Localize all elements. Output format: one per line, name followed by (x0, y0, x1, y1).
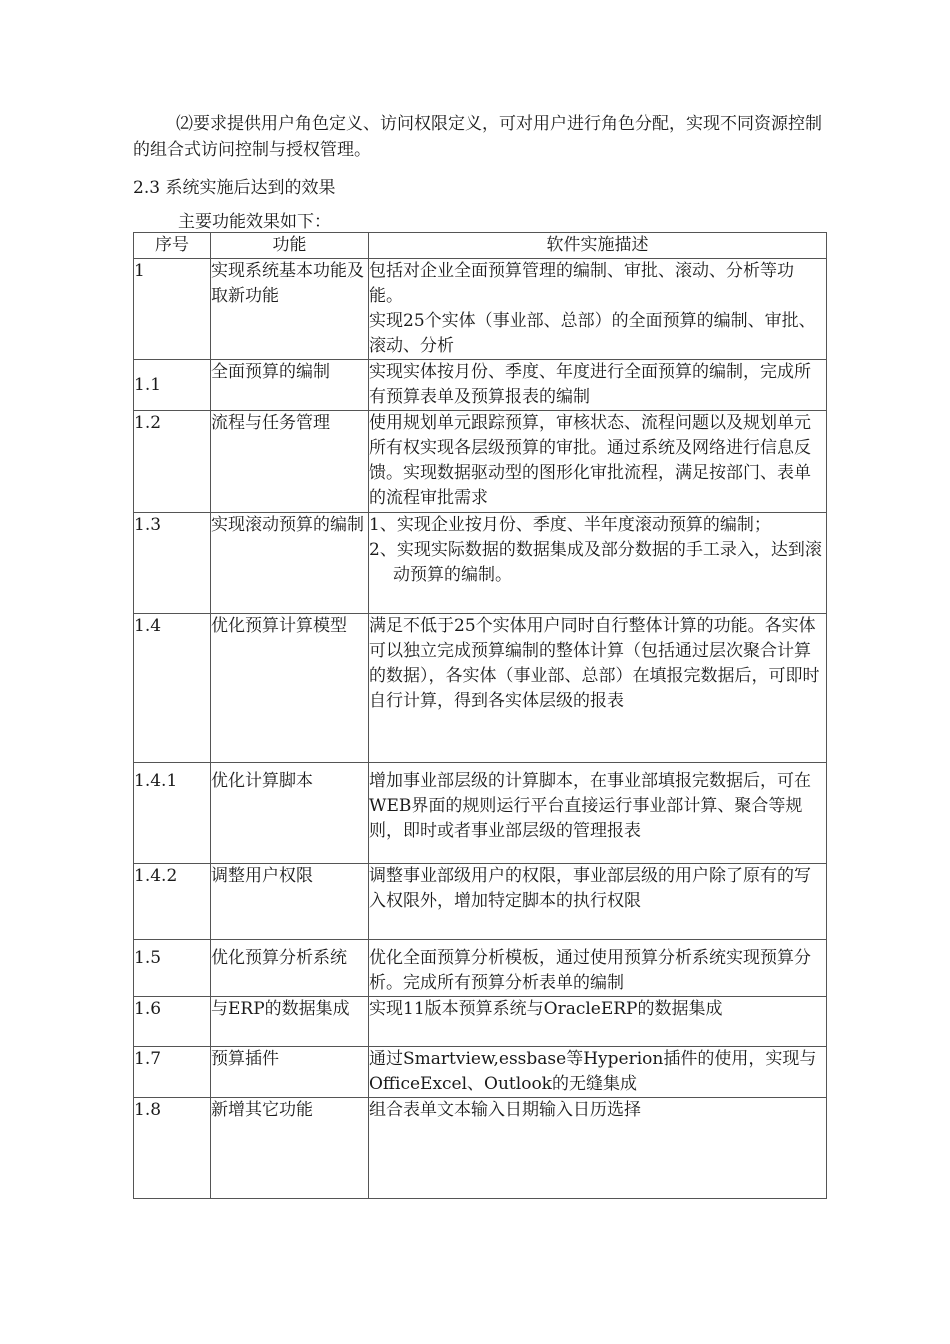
row-function: 调整用户权限 (211, 864, 369, 940)
row-description (369, 763, 827, 864)
row-description (369, 360, 827, 411)
table-row (134, 411, 827, 513)
table-row (134, 360, 827, 411)
description-line: 增加事业部层级的计算脚本，在事业部填报完数据后，可在WEB界面的规则运行平台直接运行事业部计算、聚合等规则，即时或者事业部层级的管理报表 (369, 771, 811, 841)
row-function: 优化预算分析系统 (211, 940, 369, 997)
header-num: 序号 (134, 233, 211, 259)
row-description (369, 259, 827, 360)
description-line: 使用规划单元跟踪预算，审核状态、流程问题以及规划单元所有权实现各层级预算的审批。通过系统及网络进行信息反馈。实现数据驱动型的图形化审批流程，满足按部门、表单的流程审批需求 (369, 413, 811, 508)
row-description (369, 997, 827, 1047)
row-description (369, 940, 827, 997)
table-row (134, 1047, 827, 1098)
row-function: 实现滚动预算的编制 (211, 513, 369, 614)
row-function: 新增其它功能 (211, 1098, 369, 1199)
description-line: 实现11版本预算系统与OracleERP的数据集成 (369, 999, 723, 1019)
row-num: 1.3 (134, 513, 211, 614)
row-function: 优化计算脚本 (211, 763, 369, 864)
row-function: 优化预算计算模型 (211, 614, 369, 763)
header-description: 软件实施描述 (369, 233, 827, 259)
table-header-row (134, 233, 827, 259)
description-line: 组合表单文本输入日期输入日历选择 (369, 1100, 641, 1120)
description-line: 2、实现实际数据的数据集成及部分数据的手工录入，达到滚动预算的编制。 (369, 540, 822, 585)
paragraph-role-definition: ⑵要求提供用户角色定义、访问权限定义，可对用户进行角色分配，实现不同资源控制的组合式访问控制与授权管理。 (133, 114, 822, 160)
table-row (134, 259, 827, 360)
table-intro: 主要功能效果如下： (178, 212, 331, 232)
table-row (134, 864, 827, 940)
description-line: 满足不低于25个实体用户同时自行整体计算的功能。各实体可以独立完成预算编制的整体计算（包括通过层次聚合计算的数据），各实体（事业部、总部）在填报完数据后，可即时自行计算，得到各实体层级的报表 (369, 616, 820, 711)
row-num: 1.6 (134, 997, 211, 1047)
row-function: 流程与任务管理 (211, 411, 369, 513)
row-num: 1.4 (134, 614, 211, 763)
description-line: 实现25个实体（事业部、总部）的全面预算的编制、审批、滚动、分析 (369, 311, 816, 356)
row-description (369, 614, 827, 763)
row-num: 1.4.2 (134, 864, 211, 940)
row-num: 1.4.1 (134, 763, 211, 864)
row-num: 1.5 (134, 940, 211, 997)
description-line: 实现实体按月份、季度、年度进行全面预算的编制，完成所有预算表单及预算报表的编制 (369, 362, 811, 407)
description-line: 包括对企业全面预算管理的编制、审批、滚动、分析等功能。 (369, 261, 794, 306)
row-num: 1.1 (134, 360, 211, 411)
table-row (134, 940, 827, 997)
description-line: 优化全面预算分析模板，通过使用预算分析系统实现预算分析。完成所有预算分析表单的编制 (369, 948, 811, 993)
row-num: 1.8 (134, 1098, 211, 1199)
row-function: 实现系统基本功能及取新功能 (211, 259, 369, 360)
row-description (369, 513, 827, 614)
table-row (134, 614, 827, 763)
section-heading: 2.3 系统实施后达到的效果 (133, 178, 336, 198)
header-function: 功能 (211, 233, 369, 259)
row-num: 1.2 (134, 411, 211, 513)
row-description (369, 411, 827, 513)
table-row (134, 1098, 827, 1199)
table-row (134, 763, 827, 864)
row-num: 1 (134, 259, 211, 360)
row-description (369, 864, 827, 940)
row-function: 预算插件 (211, 1047, 369, 1098)
description-line: 通过Smartview,essbase等Hyperion插件的使用，实现与OfficeExcel、Outlook的无缝集成 (369, 1049, 817, 1094)
function-table (133, 232, 827, 1199)
description-line: 1、实现企业按月份、季度、半年度滚动预算的编制； (369, 515, 771, 535)
row-description (369, 1047, 827, 1098)
row-function: 全面预算的编制 (211, 360, 369, 411)
row-description (369, 1098, 827, 1199)
table-row (134, 513, 827, 614)
description-line: 调整事业部级用户的权限，事业部层级的用户除了原有的写入权限外，增加特定脚本的执行权限 (369, 866, 811, 911)
row-num: 1.7 (134, 1047, 211, 1098)
table-row (134, 997, 827, 1047)
row-function: 与ERP的数据集成 (211, 997, 369, 1047)
